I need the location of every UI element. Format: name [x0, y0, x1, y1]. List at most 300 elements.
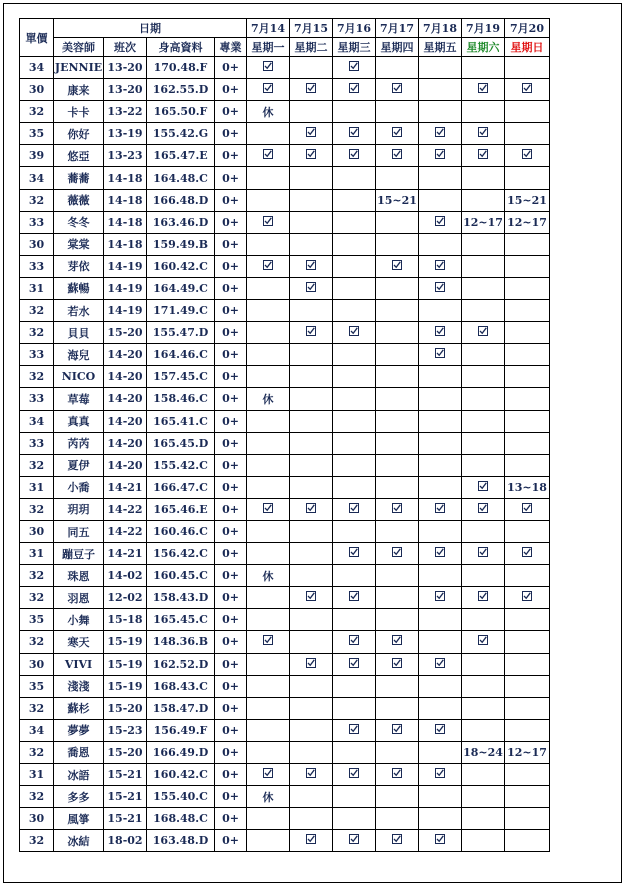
day-cell [247, 808, 290, 830]
name-cell: 草莓 [54, 388, 104, 410]
price-cell: 32 [20, 830, 54, 852]
checkbox-checked-icon [306, 149, 316, 159]
header-row-labels [20, 38, 550, 57]
name-cell: 蘇暢 [54, 277, 104, 299]
day-cell [290, 609, 333, 631]
day-cell [290, 808, 333, 830]
day-cell [290, 277, 333, 299]
name-cell: 蹦豆子 [54, 543, 104, 565]
day-cell [462, 277, 505, 299]
height-cell: 155.42.G [147, 123, 215, 145]
price-cell: 32 [20, 322, 54, 344]
day-cell [419, 741, 462, 763]
day-cell [419, 233, 462, 255]
spec-cell: 0+ [215, 543, 247, 565]
class-cell: 15-23 [104, 719, 147, 741]
height-cell: 164.49.C [147, 277, 215, 299]
day-cell [247, 79, 290, 101]
day-cell [333, 189, 376, 211]
height-cell: 165.45.D [147, 432, 215, 454]
day-cell-text: 12~17 [462, 211, 505, 233]
class-cell: 14-22 [104, 520, 147, 542]
day-cell [462, 255, 505, 277]
day-cell [333, 57, 376, 79]
checkbox-checked-icon [478, 83, 488, 93]
day-cell [247, 123, 290, 145]
day-cell [290, 79, 333, 101]
day-cell [247, 609, 290, 631]
day-cell [376, 498, 419, 520]
checkbox-checked-icon [435, 260, 445, 270]
day-cell [333, 322, 376, 344]
day-cell [419, 344, 462, 366]
schedule-table [19, 18, 550, 852]
name-cell: 風箏 [54, 808, 104, 830]
day-cell [419, 366, 462, 388]
day-cell [333, 631, 376, 653]
price-cell: 30 [20, 808, 54, 830]
checkbox-checked-icon [522, 503, 532, 513]
date-col-5: 7月18 [419, 19, 462, 38]
day-cell [376, 476, 419, 498]
checkbox-checked-icon [263, 635, 273, 645]
height-cell: 155.47.D [147, 322, 215, 344]
day-cell [247, 366, 290, 388]
checkbox-checked-icon [392, 83, 402, 93]
table-row [20, 764, 550, 786]
name-header: 美容師 [54, 38, 104, 57]
checkbox-checked-icon [349, 591, 359, 601]
name-cell: NICO [54, 366, 104, 388]
checkbox-checked-icon [306, 282, 316, 292]
day-cell [419, 609, 462, 631]
price-cell: 35 [20, 609, 54, 631]
class-cell: 14-22 [104, 498, 147, 520]
price-cell: 30 [20, 653, 54, 675]
checkbox-checked-icon [392, 547, 402, 557]
day-cell [333, 786, 376, 808]
day-cell-text: 休 [247, 388, 290, 410]
name-cell: 羽恩 [54, 587, 104, 609]
day-cell [290, 57, 333, 79]
price-cell: 33 [20, 255, 54, 277]
day-cell [462, 631, 505, 653]
name-cell: 夏伊 [54, 454, 104, 476]
checkbox-checked-icon [349, 724, 359, 734]
day-cell [333, 277, 376, 299]
checkbox-checked-icon [349, 326, 359, 336]
checkbox-checked-icon [306, 127, 316, 137]
day-cell [290, 410, 333, 432]
checkbox-checked-icon [349, 635, 359, 645]
day-cell [247, 498, 290, 520]
day-cell [290, 211, 333, 233]
day-cell [247, 277, 290, 299]
spec-cell: 0+ [215, 322, 247, 344]
day-cell [505, 543, 550, 565]
class-cell: 15-21 [104, 808, 147, 830]
day-cell [462, 808, 505, 830]
date-col-3: 7月16 [333, 19, 376, 38]
day-cell [290, 123, 333, 145]
day-cell [419, 653, 462, 675]
spec-header: 專業 [215, 38, 247, 57]
checkbox-checked-icon [392, 149, 402, 159]
checkbox-checked-icon [522, 591, 532, 601]
height-cell: 168.48.C [147, 808, 215, 830]
day-cell [505, 410, 550, 432]
day-cell-text: 休 [247, 786, 290, 808]
day-cell-text: 15~21 [505, 189, 550, 211]
table-row [20, 697, 550, 719]
name-cell: 玥玥 [54, 498, 104, 520]
day-cell [419, 520, 462, 542]
day-cell [290, 719, 333, 741]
name-cell: 冰語 [54, 764, 104, 786]
spec-cell: 0+ [215, 123, 247, 145]
schedule-sheet [3, 3, 622, 883]
class-cell: 13-22 [104, 101, 147, 123]
day-cell [419, 454, 462, 476]
spec-cell: 0+ [215, 410, 247, 432]
spec-cell: 0+ [215, 476, 247, 498]
checkbox-checked-icon [349, 547, 359, 557]
day-cell [376, 741, 419, 763]
class-cell: 13-20 [104, 79, 147, 101]
day-cell [505, 300, 550, 322]
weekday-7: 星期日 [505, 38, 550, 57]
weekday-5: 星期五 [419, 38, 462, 57]
day-cell [462, 830, 505, 852]
checkbox-checked-icon [435, 127, 445, 137]
day-cell [247, 520, 290, 542]
spec-cell: 0+ [215, 277, 247, 299]
spec-cell: 0+ [215, 653, 247, 675]
price-cell: 33 [20, 211, 54, 233]
height-cell: 165.45.C [147, 609, 215, 631]
day-cell [505, 366, 550, 388]
height-cell: 160.46.C [147, 520, 215, 542]
table-row [20, 719, 550, 741]
checkbox-checked-icon [435, 768, 445, 778]
day-cell [333, 344, 376, 366]
day-cell [462, 189, 505, 211]
day-cell [462, 520, 505, 542]
name-cell: 蘇杉 [54, 697, 104, 719]
name-cell: 喬恩 [54, 741, 104, 763]
class-cell: 15-20 [104, 697, 147, 719]
checkbox-checked-icon [435, 326, 445, 336]
day-cell [505, 697, 550, 719]
day-cell [419, 786, 462, 808]
table-row [20, 167, 550, 189]
day-cell [333, 764, 376, 786]
checkbox-checked-icon [435, 834, 445, 844]
day-cell [505, 233, 550, 255]
day-cell-text: 15~21 [376, 189, 419, 211]
day-cell [376, 123, 419, 145]
day-cell [462, 123, 505, 145]
day-cell [505, 145, 550, 167]
day-cell [462, 786, 505, 808]
checkbox-checked-icon [478, 503, 488, 513]
day-cell [419, 255, 462, 277]
height-cell: 159.49.B [147, 233, 215, 255]
day-cell [333, 520, 376, 542]
day-cell [462, 410, 505, 432]
class-header: 班次 [104, 38, 147, 57]
name-cell: 棠棠 [54, 233, 104, 255]
height-cell: 155.40.C [147, 786, 215, 808]
day-cell [462, 587, 505, 609]
day-cell [290, 189, 333, 211]
price-cell: 32 [20, 300, 54, 322]
class-cell: 14-19 [104, 255, 147, 277]
name-cell: 夢夢 [54, 719, 104, 741]
checkbox-checked-icon [478, 127, 488, 137]
day-cell [505, 454, 550, 476]
day-cell [462, 79, 505, 101]
price-cell: 34 [20, 57, 54, 79]
table-row [20, 565, 550, 587]
day-cell [333, 454, 376, 476]
table-row [20, 432, 550, 454]
table-row [20, 587, 550, 609]
day-cell [419, 300, 462, 322]
height-cell: 168.43.C [147, 675, 215, 697]
day-cell [462, 167, 505, 189]
day-cell [419, 79, 462, 101]
day-cell [462, 543, 505, 565]
table-row [20, 101, 550, 123]
day-cell [333, 366, 376, 388]
day-cell [333, 123, 376, 145]
day-cell [247, 322, 290, 344]
day-cell [419, 167, 462, 189]
day-cell [505, 786, 550, 808]
day-cell [376, 322, 419, 344]
day-cell [290, 366, 333, 388]
day-cell [462, 344, 505, 366]
day-cell [419, 145, 462, 167]
day-cell [462, 388, 505, 410]
day-cell [376, 830, 419, 852]
day-cell [376, 587, 419, 609]
height-cell: 157.45.C [147, 366, 215, 388]
checkbox-checked-icon [349, 127, 359, 137]
day-cell [419, 322, 462, 344]
day-cell [505, 123, 550, 145]
day-cell [333, 543, 376, 565]
checkbox-checked-icon [306, 591, 316, 601]
height-cell: 156.49.F [147, 719, 215, 741]
date-header: 日期 [54, 19, 247, 38]
checkbox-checked-icon [349, 834, 359, 844]
price-cell: 32 [20, 631, 54, 653]
checkbox-checked-icon [349, 768, 359, 778]
table-row [20, 454, 550, 476]
day-cell [505, 255, 550, 277]
day-cell [505, 609, 550, 631]
height-cell: 156.42.C [147, 543, 215, 565]
class-cell: 14-20 [104, 432, 147, 454]
day-cell [376, 719, 419, 741]
day-cell [333, 388, 376, 410]
day-cell [376, 410, 419, 432]
price-cell: 34 [20, 719, 54, 741]
day-cell [333, 211, 376, 233]
spec-cell: 0+ [215, 211, 247, 233]
table-row [20, 233, 550, 255]
class-cell: 14-20 [104, 454, 147, 476]
day-cell [333, 476, 376, 498]
height-cell: 165.41.C [147, 410, 215, 432]
day-cell [247, 631, 290, 653]
checkbox-checked-icon [349, 83, 359, 93]
spec-cell: 0+ [215, 57, 247, 79]
day-cell [376, 388, 419, 410]
checkbox-checked-icon [435, 216, 445, 226]
day-cell [290, 454, 333, 476]
spec-cell: 0+ [215, 830, 247, 852]
checkbox-checked-icon [392, 768, 402, 778]
checkbox-checked-icon [478, 591, 488, 601]
day-cell [462, 476, 505, 498]
day-cell [290, 145, 333, 167]
day-cell [419, 101, 462, 123]
name-cell: 珠恩 [54, 565, 104, 587]
day-cell [247, 255, 290, 277]
spec-cell: 0+ [215, 366, 247, 388]
checkbox-checked-icon [478, 149, 488, 159]
checkbox-checked-icon [392, 503, 402, 513]
day-cell [419, 631, 462, 653]
table-row [20, 830, 550, 852]
spec-cell: 0+ [215, 233, 247, 255]
day-cell [505, 79, 550, 101]
checkbox-checked-icon [263, 260, 273, 270]
price-cell: 31 [20, 764, 54, 786]
day-cell [376, 565, 419, 587]
day-cell [419, 675, 462, 697]
spec-cell: 0+ [215, 101, 247, 123]
table-row [20, 543, 550, 565]
day-cell [419, 432, 462, 454]
day-cell-text: 休 [247, 101, 290, 123]
day-cell [376, 454, 419, 476]
day-cell [247, 675, 290, 697]
day-cell [290, 233, 333, 255]
checkbox-checked-icon [392, 658, 402, 668]
name-cell: 多多 [54, 786, 104, 808]
height-cell: 165.47.E [147, 145, 215, 167]
day-cell [376, 631, 419, 653]
day-cell [247, 167, 290, 189]
day-cell [462, 675, 505, 697]
day-cell [333, 697, 376, 719]
day-cell [505, 587, 550, 609]
spec-cell: 0+ [215, 786, 247, 808]
checkbox-checked-icon [478, 547, 488, 557]
height-cell: 155.42.C [147, 454, 215, 476]
day-cell [376, 543, 419, 565]
price-cell: 32 [20, 565, 54, 587]
table-row [20, 322, 550, 344]
day-cell [247, 543, 290, 565]
day-cell [376, 786, 419, 808]
price-cell: 35 [20, 675, 54, 697]
name-cell: 芮芮 [54, 432, 104, 454]
class-cell: 14-18 [104, 167, 147, 189]
day-cell [247, 233, 290, 255]
day-cell [247, 432, 290, 454]
day-cell [376, 520, 419, 542]
price-cell: 31 [20, 543, 54, 565]
class-cell: 15-20 [104, 322, 147, 344]
price-cell: 32 [20, 587, 54, 609]
day-cell [247, 764, 290, 786]
spec-cell: 0+ [215, 741, 247, 763]
class-cell: 13-20 [104, 57, 147, 79]
name-cell: 蕎蕎 [54, 167, 104, 189]
day-cell [462, 609, 505, 631]
checkbox-checked-icon [478, 635, 488, 645]
spec-cell: 0+ [215, 255, 247, 277]
day-cell [333, 808, 376, 830]
day-cell [290, 631, 333, 653]
day-cell-text: 18~24 [462, 741, 505, 763]
checkbox-checked-icon [349, 503, 359, 513]
table-row [20, 631, 550, 653]
spec-cell: 0+ [215, 697, 247, 719]
weekday-2: 星期二 [290, 38, 333, 57]
date-col-1: 7月14 [247, 19, 290, 38]
day-cell [376, 101, 419, 123]
name-cell: 芽依 [54, 255, 104, 277]
table-row [20, 653, 550, 675]
day-cell [247, 719, 290, 741]
day-cell [505, 277, 550, 299]
day-cell [462, 697, 505, 719]
price-cell: 32 [20, 786, 54, 808]
height-cell: 163.46.D [147, 211, 215, 233]
checkbox-checked-icon [263, 216, 273, 226]
price-cell: 33 [20, 432, 54, 454]
class-cell: 12-02 [104, 587, 147, 609]
name-cell: 寒天 [54, 631, 104, 653]
class-cell: 14-20 [104, 366, 147, 388]
day-cell [505, 167, 550, 189]
day-cell [290, 101, 333, 123]
day-cell [419, 830, 462, 852]
height-cell: 163.48.D [147, 830, 215, 852]
day-cell [419, 808, 462, 830]
checkbox-checked-icon [306, 658, 316, 668]
day-cell [247, 476, 290, 498]
class-cell: 14-21 [104, 543, 147, 565]
day-cell [333, 300, 376, 322]
day-cell [419, 476, 462, 498]
height-cell: 165.46.E [147, 498, 215, 520]
name-cell: 小舞 [54, 609, 104, 631]
day-cell [505, 432, 550, 454]
day-cell [419, 189, 462, 211]
class-cell: 14-18 [104, 189, 147, 211]
day-cell [376, 653, 419, 675]
name-cell: JENNIE [54, 57, 104, 79]
table-row [20, 520, 550, 542]
day-cell [376, 808, 419, 830]
